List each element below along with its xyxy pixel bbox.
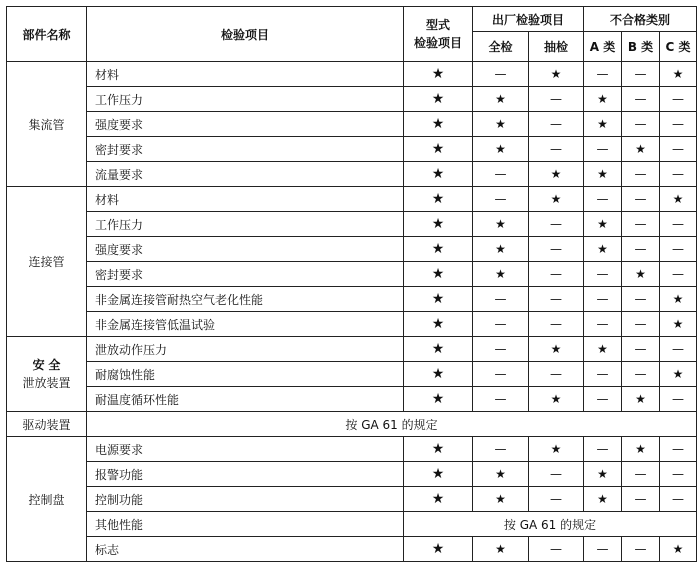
table-row — [7, 487, 697, 512]
table-row — [7, 312, 697, 337]
class-a-cell: — — [584, 287, 622, 312]
header-part-name: 部件名称 — [7, 7, 87, 62]
class-c-cell: — — [660, 387, 697, 412]
table-row — [7, 62, 697, 87]
class-c-cell: ★ — [660, 187, 697, 212]
sample-check-cell: ★ — [529, 387, 584, 412]
full-check-cell: — — [473, 312, 529, 337]
item-cell: 非金属连接管低温试验 — [87, 312, 404, 337]
class-b-cell: — — [622, 187, 660, 212]
sample-check-cell: — — [529, 287, 584, 312]
table-row — [7, 337, 697, 362]
item-cell: 强度要求 — [87, 237, 404, 262]
class-b-cell: — — [622, 162, 660, 187]
sample-check-cell: ★ — [529, 187, 584, 212]
inspection-table — [6, 6, 697, 562]
type-test-cell: ★ — [404, 237, 473, 262]
full-check-cell: — — [473, 162, 529, 187]
table-row — [7, 437, 697, 462]
class-a-cell: — — [584, 137, 622, 162]
note-cell: 按 GA 61 的规定 — [404, 512, 697, 537]
class-a-cell: — — [584, 537, 622, 562]
full-check-cell: — — [473, 187, 529, 212]
class-c-cell: — — [660, 337, 697, 362]
full-check-cell: ★ — [473, 537, 529, 562]
table-row — [7, 112, 697, 137]
header-inspection-item: 检验项目 — [87, 7, 404, 62]
type-test-cell: ★ — [404, 137, 473, 162]
full-check-cell: ★ — [473, 212, 529, 237]
full-check-cell: ★ — [473, 487, 529, 512]
full-check-cell: — — [473, 362, 529, 387]
item-cell: 材料 — [87, 187, 404, 212]
type-test-cell: ★ — [404, 437, 473, 462]
item-cell: 报警功能 — [87, 462, 404, 487]
header-defect-category: 不合格类别 — [584, 7, 697, 32]
item-cell: 泄放动作压力 — [87, 337, 404, 362]
class-a-cell: — — [584, 312, 622, 337]
sample-check-cell: ★ — [529, 437, 584, 462]
class-c-cell: — — [660, 212, 697, 237]
type-test-cell: ★ — [404, 487, 473, 512]
full-check-cell: ★ — [473, 137, 529, 162]
type-test-cell: ★ — [404, 462, 473, 487]
sample-check-cell: — — [529, 312, 584, 337]
table-row — [7, 262, 697, 287]
class-b-cell: — — [622, 362, 660, 387]
type-test-cell: ★ — [404, 312, 473, 337]
item-cell: 强度要求 — [87, 112, 404, 137]
type-test-cell: ★ — [404, 87, 473, 112]
header-type-test — [404, 7, 473, 62]
class-a-cell: — — [584, 62, 622, 87]
class-a-cell: — — [584, 262, 622, 287]
class-b-cell: — — [622, 62, 660, 87]
type-test-cell: ★ — [404, 287, 473, 312]
class-a-cell: ★ — [584, 212, 622, 237]
class-b-cell: — — [622, 537, 660, 562]
table-row — [7, 537, 697, 562]
sample-check-cell: ★ — [529, 162, 584, 187]
class-c-cell: — — [660, 112, 697, 137]
full-check-cell: ★ — [473, 112, 529, 137]
class-c-cell: ★ — [660, 362, 697, 387]
item-cell: 耐温度循环性能 — [87, 387, 404, 412]
header-class-a: A 类 — [584, 32, 622, 62]
item-cell: 控制功能 — [87, 487, 404, 512]
header-type-test-line2: 检验项目 — [413, 36, 462, 50]
full-check-cell: — — [473, 437, 529, 462]
sample-check-cell: ★ — [529, 62, 584, 87]
class-b-cell: — — [622, 212, 660, 237]
type-test-cell: ★ — [404, 187, 473, 212]
item-cell: 非金属连接管耐热空气老化性能 — [87, 287, 404, 312]
class-c-cell: — — [660, 237, 697, 262]
table-row — [7, 412, 697, 437]
full-check-cell: ★ — [473, 262, 529, 287]
type-test-cell: ★ — [404, 362, 473, 387]
class-a-cell: ★ — [584, 487, 622, 512]
class-b-cell: — — [622, 87, 660, 112]
sample-check-cell: — — [529, 462, 584, 487]
class-b-cell: — — [622, 462, 660, 487]
class-a-cell: — — [584, 362, 622, 387]
part-name-line1 — [7, 356, 86, 374]
part-name-line1-right: 全 — [48, 358, 61, 372]
full-check-cell: ★ — [473, 462, 529, 487]
class-b-cell: — — [622, 237, 660, 262]
sample-check-cell: — — [529, 362, 584, 387]
full-check-cell: ★ — [473, 237, 529, 262]
sample-check-cell: — — [529, 137, 584, 162]
full-check-cell: — — [473, 387, 529, 412]
table-row — [7, 237, 697, 262]
header-sample-check: 抽检 — [529, 32, 584, 62]
full-check-cell: — — [473, 337, 529, 362]
table-row — [7, 362, 697, 387]
item-cell: 工作压力 — [87, 87, 404, 112]
note-cell: 按 GA 61 的规定 — [87, 412, 697, 437]
class-c-cell: ★ — [660, 62, 697, 87]
item-cell: 密封要求 — [87, 262, 404, 287]
table-row — [7, 287, 697, 312]
sample-check-cell: — — [529, 537, 584, 562]
class-b-cell: ★ — [622, 262, 660, 287]
part-name-cell: 集流管 — [7, 62, 87, 187]
class-c-cell: ★ — [660, 287, 697, 312]
class-a-cell: — — [584, 187, 622, 212]
sample-check-cell: ★ — [529, 337, 584, 362]
part-name-cell: 控制盘 — [7, 437, 87, 562]
class-a-cell: ★ — [584, 87, 622, 112]
class-a-cell: — — [584, 387, 622, 412]
class-b-cell: — — [622, 337, 660, 362]
sample-check-cell: — — [529, 487, 584, 512]
class-b-cell: — — [622, 287, 660, 312]
item-cell: 密封要求 — [87, 137, 404, 162]
type-test-cell: ★ — [404, 337, 473, 362]
class-c-cell: — — [660, 137, 697, 162]
sample-check-cell: — — [529, 87, 584, 112]
table-row — [7, 387, 697, 412]
class-c-cell: — — [660, 162, 697, 187]
class-c-cell: — — [660, 487, 697, 512]
class-c-cell: — — [660, 87, 697, 112]
part-name-cell: 连接管 — [7, 187, 87, 337]
class-b-cell: ★ — [622, 387, 660, 412]
full-check-cell: ★ — [473, 87, 529, 112]
class-b-cell: ★ — [622, 437, 660, 462]
class-c-cell: — — [660, 437, 697, 462]
class-b-cell: ★ — [622, 137, 660, 162]
class-a-cell: ★ — [584, 337, 622, 362]
full-check-cell: — — [473, 287, 529, 312]
class-a-cell: ★ — [584, 112, 622, 137]
sample-check-cell: — — [529, 112, 584, 137]
type-test-cell: ★ — [404, 62, 473, 87]
table-row — [7, 462, 697, 487]
part-name-cell — [7, 337, 87, 412]
class-a-cell: ★ — [584, 462, 622, 487]
class-b-cell: — — [622, 312, 660, 337]
class-a-cell: — — [584, 437, 622, 462]
type-test-cell: ★ — [404, 212, 473, 237]
class-c-cell: ★ — [660, 537, 697, 562]
item-cell: 流量要求 — [87, 162, 404, 187]
table-row — [7, 137, 697, 162]
item-cell: 耐腐蚀性能 — [87, 362, 404, 387]
item-cell: 材料 — [87, 62, 404, 87]
sample-check-cell: — — [529, 212, 584, 237]
class-c-cell: ★ — [660, 312, 697, 337]
part-name-line1-left: 安 — [32, 358, 45, 372]
item-cell: 工作压力 — [87, 212, 404, 237]
table-row — [7, 187, 697, 212]
class-a-cell: ★ — [584, 162, 622, 187]
class-b-cell: — — [622, 487, 660, 512]
type-test-cell: ★ — [404, 262, 473, 287]
type-test-cell: ★ — [404, 387, 473, 412]
type-test-cell: ★ — [404, 112, 473, 137]
full-check-cell: — — [473, 62, 529, 87]
part-name-line2: 泄放装置 — [22, 376, 71, 390]
item-cell: 电源要求 — [87, 437, 404, 462]
class-a-cell: ★ — [584, 237, 622, 262]
part-name-cell: 驱动装置 — [7, 412, 87, 437]
sample-check-cell: — — [529, 262, 584, 287]
header-factory-test: 出厂检验项目 — [473, 7, 584, 32]
item-cell: 其他性能 — [87, 512, 404, 537]
table-row — [7, 87, 697, 112]
class-c-cell: — — [660, 262, 697, 287]
header-full-check: 全检 — [473, 32, 529, 62]
header-class-b: B 类 — [622, 32, 660, 62]
header-type-test-line1: 型式 — [425, 18, 450, 32]
sample-check-cell: — — [529, 237, 584, 262]
table-row — [7, 162, 697, 187]
class-c-cell: — — [660, 462, 697, 487]
table-row — [7, 512, 697, 537]
type-test-cell: ★ — [404, 162, 473, 187]
type-test-cell: ★ — [404, 537, 473, 562]
table-row — [7, 212, 697, 237]
item-cell: 标志 — [87, 537, 404, 562]
class-b-cell: — — [622, 112, 660, 137]
header-class-c: C 类 — [660, 32, 697, 62]
